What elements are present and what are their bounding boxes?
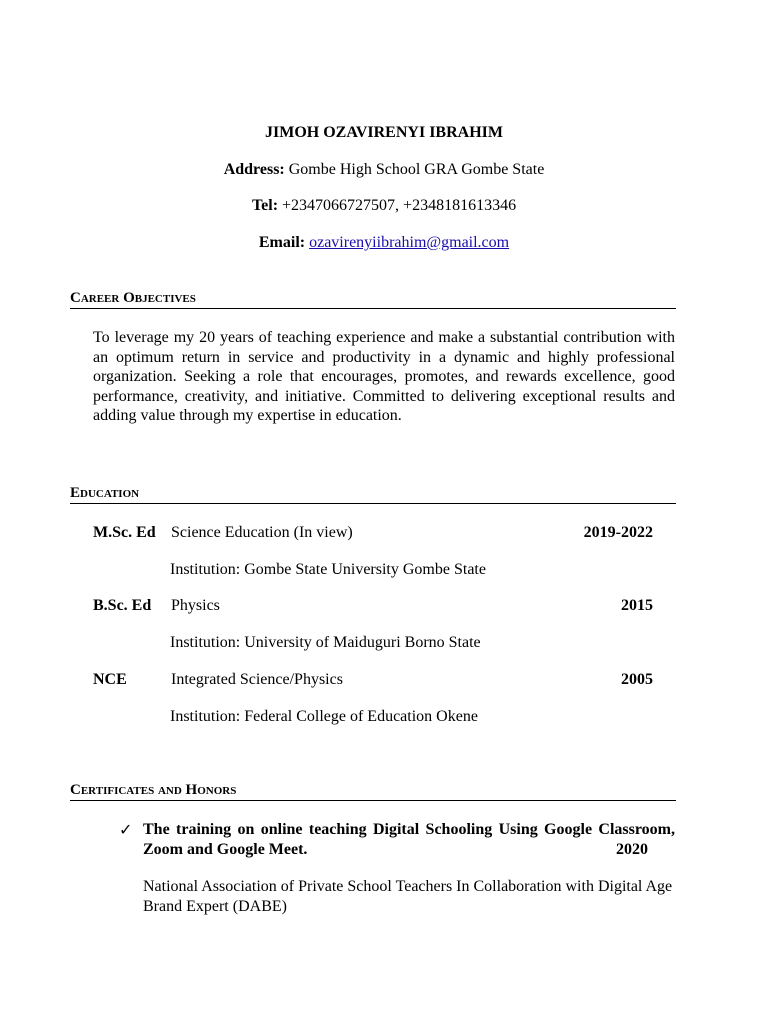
education-institution-row bbox=[93, 707, 653, 727]
certificate-description: National Association of Private School Teachers In Collaboration with Digital Age Brand Expert (DABE) bbox=[143, 878, 673, 915]
institution: Institution: Federal College of Education Okene bbox=[170, 708, 478, 725]
education-institution-row bbox=[93, 560, 653, 580]
check-icon: ✓ bbox=[119, 820, 133, 839]
institution: Institution: University of Maiduguri Borno State bbox=[170, 634, 481, 651]
year: 2005 bbox=[621, 671, 653, 688]
education-heading: Education bbox=[70, 485, 676, 504]
institution: Institution: Gombe State University Gombe State bbox=[170, 561, 486, 578]
career-objectives-text: To leverage my 20 years of teaching experience and make a substantial contribution with an optimum return in service and productivity in a dynamic and highly professional organization. Seeking a role that encourages, promotes, and rewards excellence, good performance, creativity, and initiative. Committed to delivering exceptional results and adding value through my expertise in education. bbox=[93, 329, 675, 425]
address-value: Gombe High School GRA Gombe State bbox=[288, 161, 545, 178]
certificate-title: The training on online teaching Digital Schooling Using Google Classroom, Zoom and Google Meet. bbox=[143, 821, 675, 858]
telephone-line bbox=[0, 196, 768, 216]
education-entry bbox=[93, 670, 653, 690]
address-label: Address: bbox=[223, 161, 285, 178]
certificates-heading: Certificates and Honors bbox=[70, 782, 676, 801]
address-line bbox=[0, 160, 768, 180]
degree: B.Sc. Ed bbox=[93, 597, 152, 614]
telephone-label: Tel: bbox=[251, 197, 279, 214]
degree: NCE bbox=[93, 671, 127, 688]
education-entry bbox=[93, 596, 653, 616]
field-of-study: Integrated Science/Physics bbox=[171, 671, 343, 688]
year: 2019-2022 bbox=[583, 524, 653, 541]
education-institution-row bbox=[93, 633, 653, 653]
career-objectives-heading: Career Objectives bbox=[70, 290, 676, 309]
year: 2015 bbox=[621, 597, 653, 614]
email-line bbox=[0, 233, 768, 253]
email-label: Email: bbox=[258, 234, 306, 251]
education-entry bbox=[93, 523, 653, 543]
telephone-value: +2347066727507, +2348181613346 bbox=[282, 197, 517, 214]
email-link[interactable]: ozavirenyiibrahim@gmail.com bbox=[309, 234, 510, 251]
applicant-name: JIMOH OZAVIRENYI IBRAHIM bbox=[265, 124, 503, 141]
field-of-study: Science Education (In view) bbox=[171, 524, 353, 541]
certificate-year: 2020 bbox=[616, 841, 648, 858]
field-of-study: Physics bbox=[171, 597, 220, 614]
degree: M.Sc. Ed bbox=[93, 524, 156, 541]
